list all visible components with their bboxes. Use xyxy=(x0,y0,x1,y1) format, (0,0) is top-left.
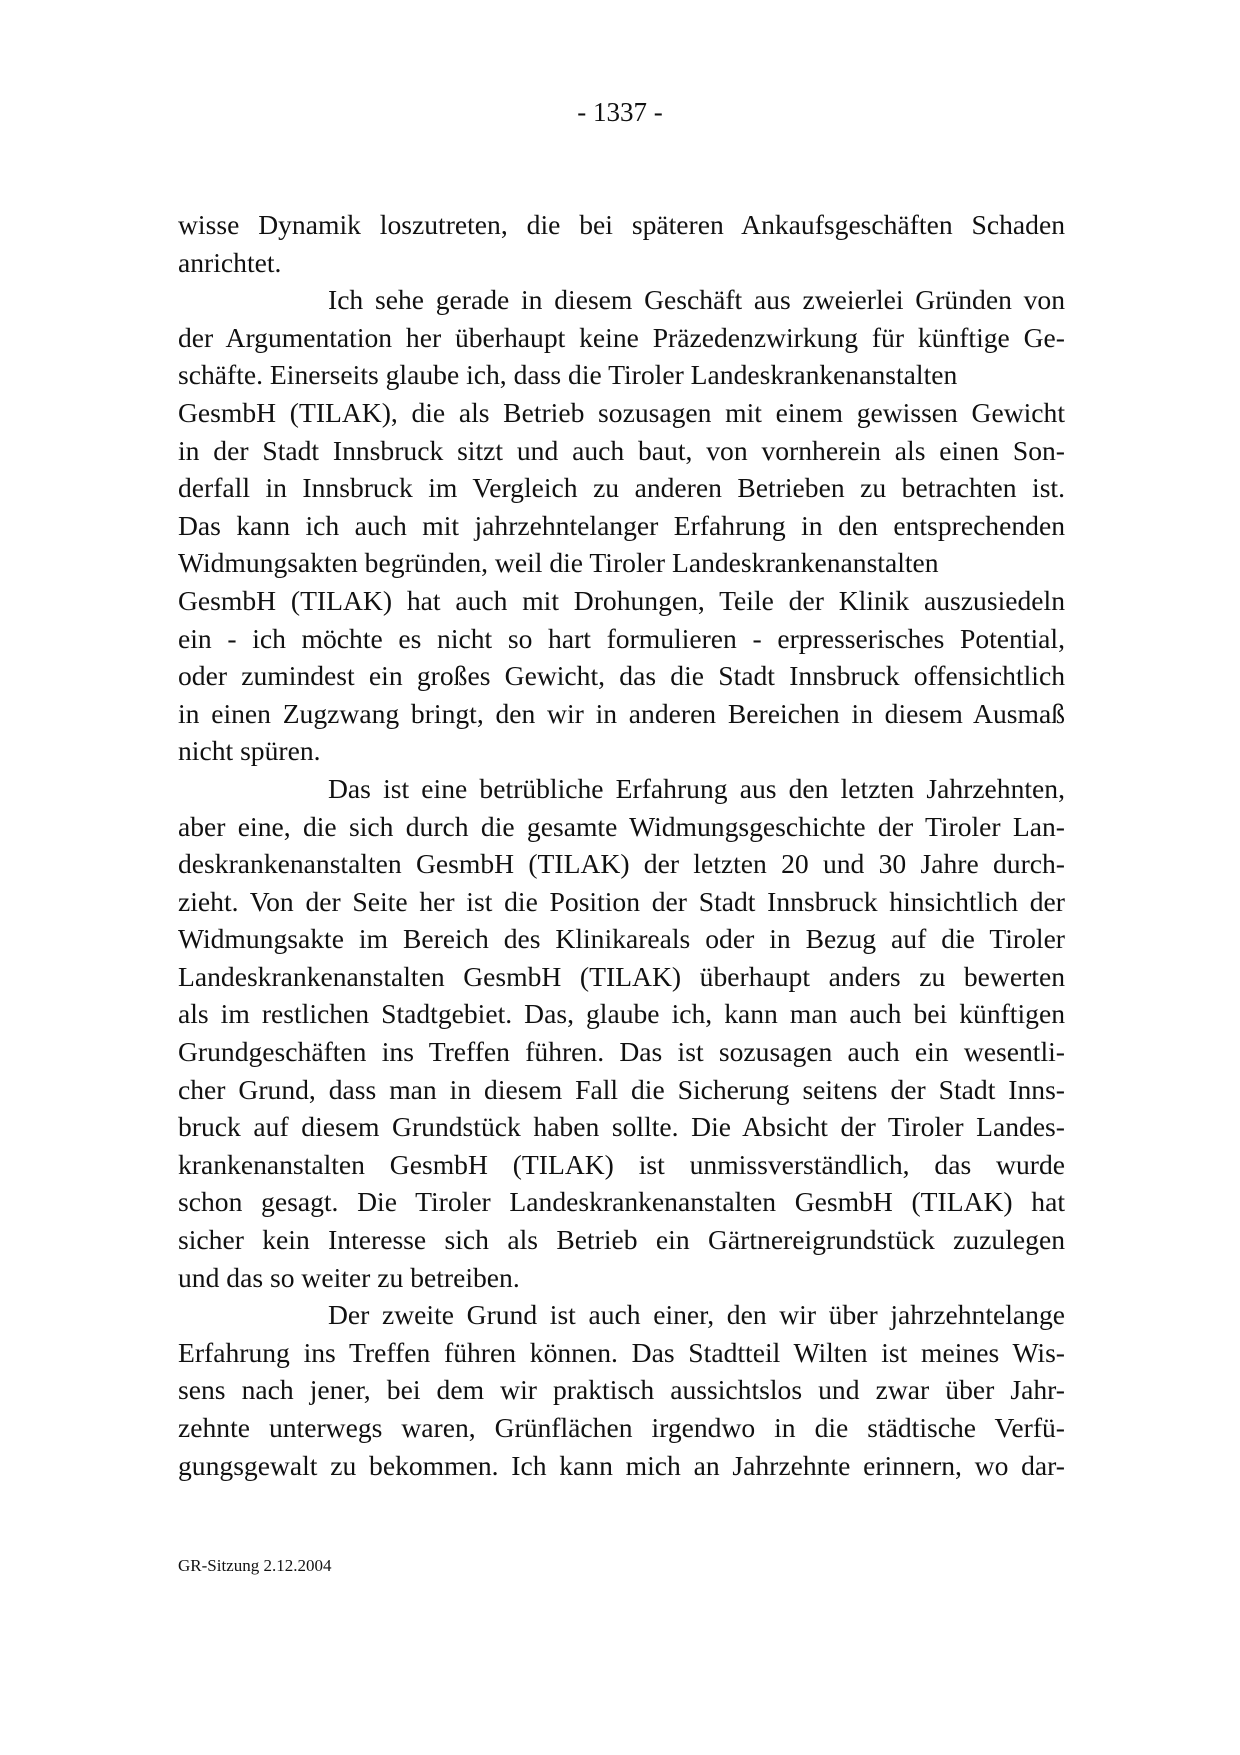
text-line: schon gesagt. Die Tiroler Landeskrankenanstalten GesmbH (TILAK) hat xyxy=(178,1186,1065,1218)
text-line: Grundgeschäften ins Treffen führen. Das ist sozusagen auch ein wesentli- xyxy=(178,1036,1065,1068)
text-line: cher Grund, dass man in diesem Fall die Sicherung seitens der Stadt Inns- xyxy=(178,1073,1065,1105)
text-line: nicht spüren. xyxy=(178,735,321,767)
text-line: anrichtet. xyxy=(178,246,282,278)
footer-session-date: GR-Sitzung 2.12.2004 xyxy=(178,1556,332,1575)
text-line: schäfte. Einerseits glaube ich, dass die Tiroler Landeskrankenanstalten xyxy=(178,359,958,391)
text-line: Ich sehe gerade in diesem Geschäft aus zweierlei Gründen von xyxy=(328,284,1065,316)
text-line: Widmungsakte im Bereich des Klinikareals oder in Bezug auf die Tiroler xyxy=(178,923,1065,955)
text-line: Erfahrung ins Treffen führen können. Das Stadtteil Wilten ist meines Wis- xyxy=(178,1336,1065,1368)
text-line: ein - ich möchte es nicht so hart formulieren - erpresserisches Potential, xyxy=(178,622,1065,654)
text-line: GesmbH (TILAK) hat auch mit Drohungen, Teile der Klinik auszusiedeln xyxy=(178,584,1065,616)
text-line: der Argumentation her überhaupt keine Präzedenzwirkung für künftige Ge- xyxy=(178,321,1065,353)
text-line: aber eine, die sich durch die gesamte Widmungsgeschichte der Tiroler Lan- xyxy=(178,810,1065,842)
text-line: oder zumindest ein großes Gewicht, das die Stadt Innsbruck offensichtlich xyxy=(178,660,1065,692)
text-line: zieht. Von der Seite her ist die Position der Stadt Innsbruck hinsichtlich der xyxy=(178,885,1065,917)
text-line: sens nach jener, bei dem wir praktisch aussichtslos und zwar über Jahr- xyxy=(178,1374,1065,1406)
text-line: derfall in Innsbruck im Vergleich zu anderen Betrieben zu betrachten ist. xyxy=(178,472,1065,504)
text-line: bruck auf diesem Grundstück haben sollte. Die Absicht der Tiroler Landes- xyxy=(178,1111,1065,1143)
text-line: Das ist eine betrübliche Erfahrung aus den letzten Jahrzehnten, xyxy=(328,772,1065,804)
text-line: als im restlichen Stadtgebiet. Das, glaube ich, kann man auch bei künftigen xyxy=(178,998,1065,1030)
page-number: - 1337 - xyxy=(577,97,663,127)
text-line: krankenanstalten GesmbH (TILAK) ist unmissverständlich, das wurde xyxy=(178,1148,1065,1180)
text-line: zehnte unterwegs waren, Grünflächen irgendwo in die städtische Verfü- xyxy=(178,1412,1065,1443)
text-line: in der Stadt Innsbruck sitzt und auch baut, von vornherein als einen Son- xyxy=(178,434,1065,466)
text-line: Landeskrankenanstalten GesmbH (TILAK) überhaupt anders zu bewerten xyxy=(178,960,1065,992)
text-line: Das kann ich auch mit jahrzehntelanger Erfahrung in den entsprechenden xyxy=(178,509,1065,541)
body-text xyxy=(178,206,1065,1484)
text-line: Widmungsakten begründen, weil die Tiroler Landeskrankenanstalten xyxy=(178,547,939,579)
text-line: deskrankenanstalten GesmbH (TILAK) der letzten 20 und 30 Jahre durch- xyxy=(178,848,1065,880)
text-line: gungsgewalt zu bekommen. Ich kann mich an Jahrzehnte erinnern, wo dar- xyxy=(178,1449,1065,1481)
text-line: und das so weiter zu betreiben. xyxy=(178,1261,520,1293)
text-line: GesmbH (TILAK), die als Betrieb sozusagen mit einem gewissen Gewicht xyxy=(178,396,1065,428)
text-line: Der zweite Grund ist auch einer, den wir über jahrzehntelange xyxy=(328,1299,1065,1331)
text-line: sicher kein Interesse sich als Betrieb ein Gärtnereigrundstück zuzulegen xyxy=(178,1224,1065,1256)
text-line: in einen Zugzwang bringt, den wir in anderen Bereichen in diesem Ausmaß xyxy=(178,697,1065,729)
text-line: wisse Dynamik loszutreten, die bei späteren Ankaufsgeschäften Schaden xyxy=(178,209,1065,240)
